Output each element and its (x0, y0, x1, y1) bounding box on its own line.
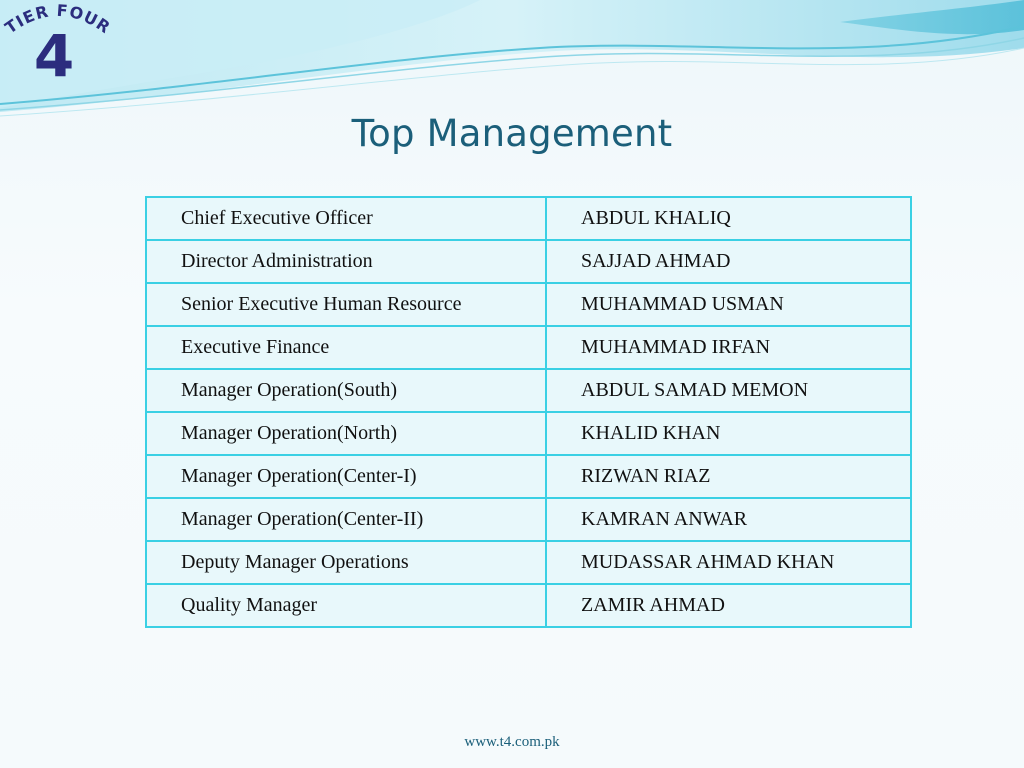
header-wave-decoration (0, 0, 1024, 130)
table-row (146, 197, 911, 240)
table-row (146, 455, 911, 498)
table-row (146, 412, 911, 455)
name-cell: ABDUL KHALIQ (546, 197, 911, 240)
name-cell: SAJJAD AHMAD (546, 240, 911, 283)
name-cell: RIZWAN RIAZ (546, 455, 911, 498)
position-cell: Manager Operation(North) (146, 412, 546, 455)
position-cell: Deputy Manager Operations (146, 541, 546, 584)
tier-four-logo (2, 2, 114, 82)
position-cell: Manager Operation(South) (146, 369, 546, 412)
table-row (146, 541, 911, 584)
logo-text: TIER FOUR (2, 2, 114, 38)
logo-numeral: 4 (33, 22, 75, 82)
position-cell: Manager Operation(Center-II) (146, 498, 546, 541)
table-row (146, 326, 911, 369)
page-title: Top Management (351, 112, 673, 155)
name-cell: KAMRAN ANWAR (546, 498, 911, 541)
management-table (145, 196, 912, 628)
name-cell: ZAMIR AHMAD (546, 584, 911, 627)
position-cell: Manager Operation(Center-I) (146, 455, 546, 498)
position-cell: Chief Executive Officer (146, 197, 546, 240)
table-row (146, 369, 911, 412)
table-row (146, 240, 911, 283)
position-cell: Director Administration (146, 240, 546, 283)
table-row (146, 584, 911, 627)
name-cell: MUDASSAR AHMAD KHAN (546, 541, 911, 584)
table-row (146, 498, 911, 541)
footer-url[interactable]: www.t4.com.pk (464, 734, 560, 750)
name-cell: MUHAMMAD IRFAN (546, 326, 911, 369)
name-cell: ABDUL SAMAD MEMON (546, 369, 911, 412)
table-row (146, 283, 911, 326)
position-cell: Senior Executive Human Resource (146, 283, 546, 326)
name-cell: KHALID KHAN (546, 412, 911, 455)
position-cell: Quality Manager (146, 584, 546, 627)
name-cell: MUHAMMAD USMAN (546, 283, 911, 326)
position-cell: Executive Finance (146, 326, 546, 369)
